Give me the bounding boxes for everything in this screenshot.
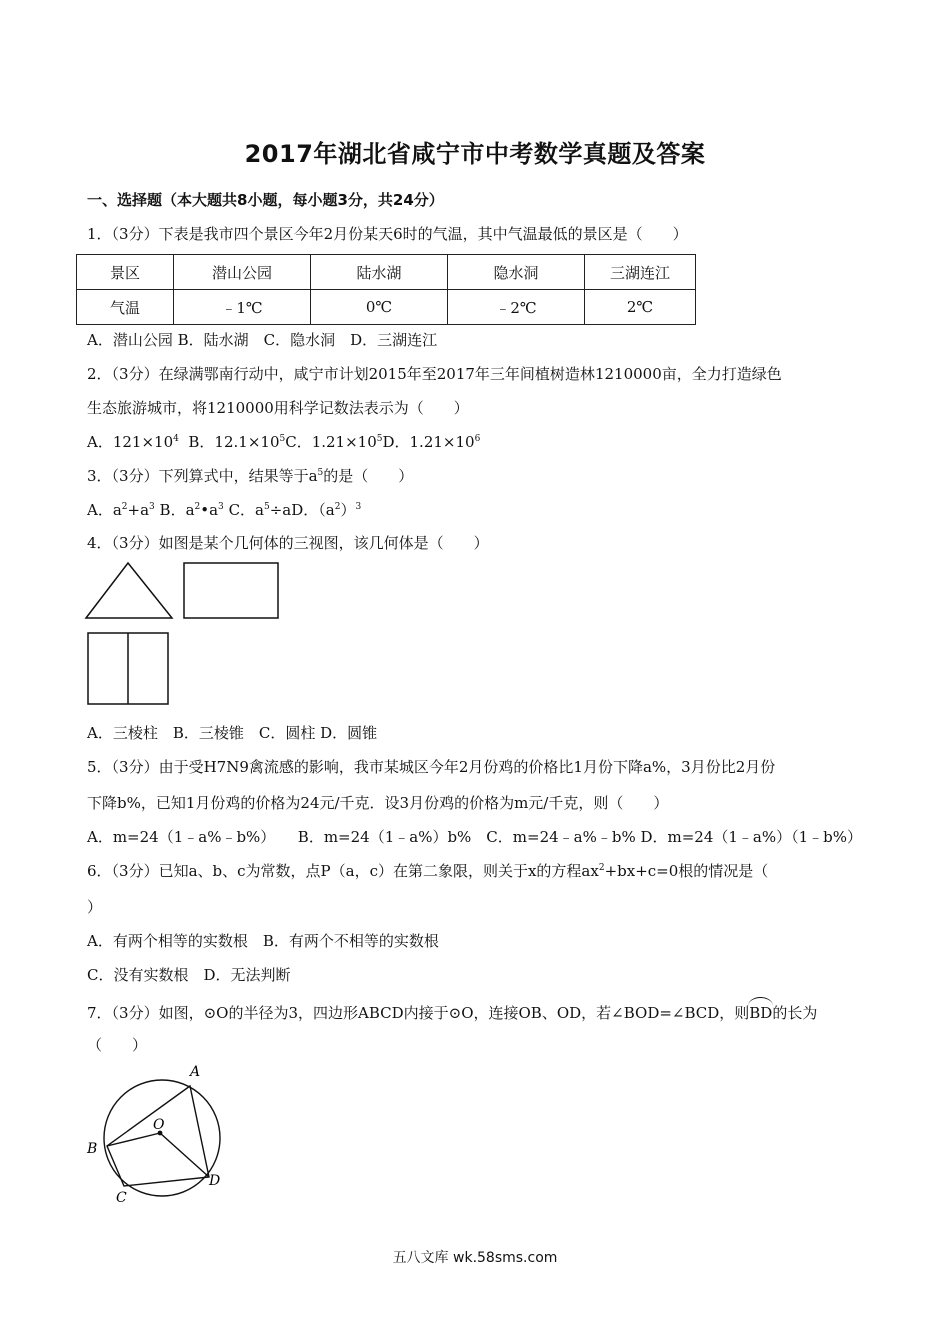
q4-options: A．三棱柱 B．三棱锥 C．圆柱 D．圆锥: [87, 724, 378, 742]
q5-options: A．m=24（1﹣a%﹣b%） B．m=24（1﹣a%）b% C．m=24﹣a%﹣b% D．m=24（1﹣a%）（1﹣b%）: [87, 828, 863, 846]
table-row: [77, 255, 696, 290]
table-cell: 潜山公园: [174, 255, 311, 290]
q4-stem: 4．（3分）如图是某个几何体的三视图，该几何体是（ ）: [87, 534, 489, 552]
q1-options: A．潜山公园 B．陆水湖 C．隐水洞 D．三湖连江: [87, 331, 438, 349]
q2-option-b: B．$12.1\times 10^5$: [188, 433, 286, 451]
table-cell: 三湖连江: [585, 255, 696, 290]
table-cell: ﹣1℃: [174, 290, 311, 325]
table-cell: 隐水洞: [448, 255, 585, 290]
table-cell: 陆水湖: [311, 255, 448, 290]
label-c: C: [116, 1190, 127, 1206]
label-a: A: [190, 1064, 201, 1080]
q2-option-d: D．$1.21\times 10^6$: [382, 433, 481, 451]
table-row: [77, 290, 696, 325]
page-title: 2017年湖北省咸宁市中考数学真题及答案: [244, 140, 706, 168]
q5-stem-line2: 下降b%，已知1月份鸡的价格为24元/千克．设3月份鸡的价格为m元/千克，则（ ）: [87, 794, 669, 812]
three-view-figure: [84, 560, 284, 710]
table-cell: 气温: [77, 290, 174, 325]
q5-stem-line1: 5．（3分）由于受H7N9禽流感的影响，我市某城区今年2月份鸡的价格比1月份下降a%，3月份比2月份: [87, 758, 776, 776]
q2-option-a: A．$121\times 10^4$: [87, 433, 179, 451]
quadrilateral-abcd: [107, 1086, 209, 1186]
q3-option-d: D．$(a^2)^3$: [291, 501, 362, 519]
temperature-table: [76, 254, 696, 325]
circle-figure: [84, 1060, 234, 1205]
q6-options-line2: C．没有实数根 D．无法判断: [87, 966, 291, 984]
q3-option-a: A．$a^2+a^3$: [87, 501, 155, 519]
section-heading: 一、选择题（本大题共8小题，每小题3分，共24分）: [87, 191, 444, 209]
table-cell: 景区: [77, 255, 174, 290]
label-o: O: [153, 1117, 165, 1133]
q6-stem-line2: ）: [87, 898, 103, 916]
q2-stem-line2: 生态旅游城市，将1210000用科学记数法表示为（ ）: [87, 399, 469, 417]
table-cell: 0℃: [311, 290, 448, 325]
q3-options: [87, 500, 361, 520]
front-view-triangle: [86, 563, 172, 618]
arc-bd: BD: [749, 999, 772, 1023]
label-b: B: [87, 1141, 98, 1157]
footer: 五八文库 wk.58sms.com: [392, 1250, 558, 1266]
label-d: D: [209, 1173, 221, 1189]
q2-option-c: C．$1.21\times 10^5$: [285, 433, 383, 451]
q1-stem: 1．（3分）下表是我市四个景区今年2月份某天6时的气温，其中气温最低的景区是（ ）: [87, 225, 688, 243]
q7-stem: 7．（3分）如图，⊙O的半径为3，四边形ABCD内接于⊙O，连接OB、OD，若∠BOD=∠BCD，则BD的长为: [87, 999, 817, 1023]
table-cell: ﹣2℃: [448, 290, 585, 325]
q7-stem-line2: （ ）: [87, 1036, 148, 1054]
q3-stem: 3．（3分）下列算式中，结果等于$a^5$的是（ ）: [87, 467, 414, 485]
table-cell: 2℃: [585, 290, 696, 325]
q2-options: [87, 432, 480, 452]
side-view-rectangle: [184, 563, 278, 618]
q3-option-b: B．$a^2•a^3$: [159, 501, 224, 519]
q6-options-line1: A．有两个相等的实数根 B．有两个不相等的实数根: [87, 932, 439, 950]
q3-option-c: C．$a^5\div a$: [228, 501, 292, 519]
q2-stem-line1: 2．（3分）在绿满鄂南行动中，咸宁市计划2015年至2017年三年间植树造林1210000亩，全力打造绿色: [87, 365, 782, 383]
q6-stem: 6．（3分）已知a、b、c为常数，点P（a，c）在第二象限，则关于x的方程$ax^2+bx+c=0$根的情况是（: [87, 862, 769, 880]
